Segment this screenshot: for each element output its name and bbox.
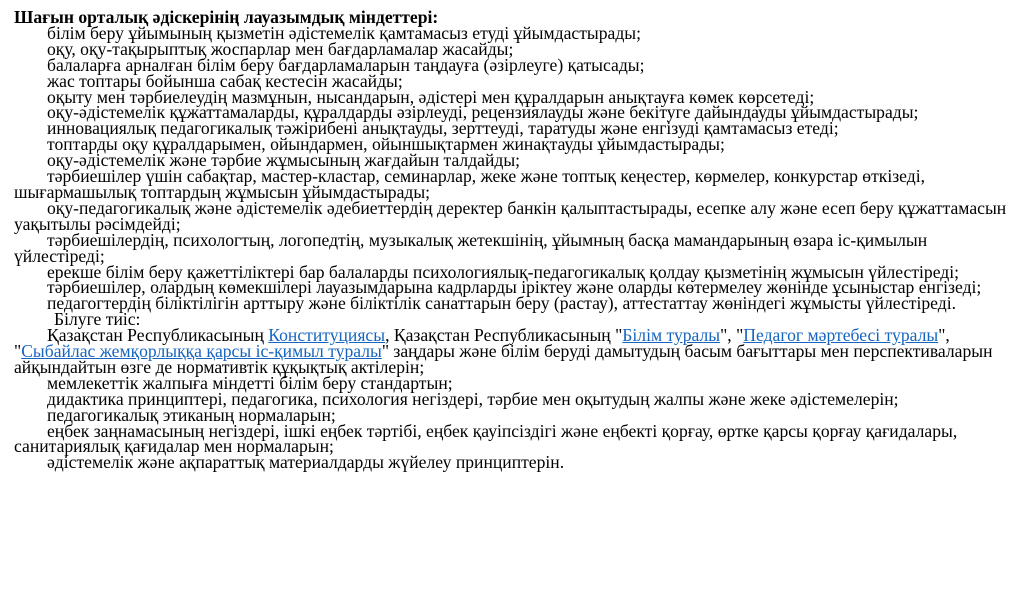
duty-item: тәрбиешілердің, психологтың, логопедтің, музыкалық жетекшінің, ұйымның басқа мамандарының өзара іс-қимылын үйлестіреді; [14,229,928,266]
duty-item: тәрбиешілер, олардың көмекшілері лауазымдарына кадрларды іріктеу және оларды көтермелеу жөнінде ұсыныстар енгізеді; [47,277,982,298]
legal-text: ", " [14,325,950,362]
duty-item: инновациялық педагогикалық тәжірибені анықтауды, зерттеуді, таратуды және енгізуді қамтамасыз етеді; [47,118,839,139]
duty-item: жас топтары бойынша сабақ кестесін жасайды; [47,70,403,91]
anticorruption-law-link[interactable]: Сыбайлас жемқорлыққа қарсы іс-қимыл туралы [21,341,382,362]
teacher-status-law-link[interactable]: Педагог мәртебесі туралы [743,325,939,346]
legal-text: " заңдары және білім беруді дамытудың басым бағыттары мен перспективаларын айқындайтын өзге де нормативтік құқықтық актілерін; [14,341,993,377]
knowledge-item: дидактика принциптері, педагогика, психология негіздері, тәрбие мен оқытудың жалпы және жеке әдістемелерін; [47,388,899,409]
duty-item: ерекше білім беру қажеттіліктері бар балаларды психологиялық-педагогикалық қолдау қызметінің жұмысын үйлестіреді; [47,261,960,282]
knowledge-item: мемлекеттік жалпыға міндетті білім беру стандартын; [47,372,453,393]
knowledge-item: еңбек заңнамасының негіздері, ішкі еңбек тәртібі, еңбек қауіпсіздігі және еңбекті қорғау, өртке қарсы қорғау қағидалары, санитариялық қағидалар мен нормаларын; [14,420,958,457]
section-title: Шағын орталық әдіскерінің лауазымдық міндеттері: [14,7,439,27]
constitution-link[interactable]: Конституциясы [268,325,386,346]
duty-item: топтарды оқу құралдарымен, ойындармен, ойыншықтармен жинақтауды ұйымдастырады; [47,134,725,155]
duty-item: оқу-әдістемелік құжаттамаларды, құралдарды әзірлеуді, рецензиялауды және бекітуге дайындауды ұйымдастырады; [47,102,919,123]
legal-text: , Қазақстан Республикасының " [385,325,623,346]
duty-item: оқу, оқу-тақырыптық жоспарлар мен бағдарламалар жасайды; [47,38,514,59]
knowledge-heading: Білуге тиіс: [54,309,141,330]
duty-item: балаларға арналған білім беру бағдарламаларын таңдауға (әзірлеуге) қатысады; [47,54,645,75]
document [14,7,1010,473]
education-law-link[interactable]: Білім туралы [622,325,721,346]
duty-item: оқыту мен тәрбиелеудің мазмұнын, нысандарын, әдістері мен құралдарын анықтауға көмек көрсетеді; [47,86,815,107]
legal-text: Қазақстан Республикасының [47,325,269,346]
duty-item: оқу-әдістемелік және тәрбие жұмысының жағдайын талдайды; [47,150,521,171]
legal-text: ", " [720,325,744,346]
duty-item: оқу-педагогикалық және әдістемелік әдебиеттердің деректер банкін қалыптастырады, есепке алу және есеп беру құжаттамасын уақытылы рәсімдейді; [14,197,1007,234]
legal-acts-item [14,325,1010,377]
duty-item: білім беру ұйымының қызметін әдістемелік қамтамасыз етуді ұйымдастырады; [47,22,641,43]
knowledge-item: әдістемелік және ақпараттық материалдарды жүйелеу принциптерін. [47,452,565,473]
duty-item: педагогтердің біліктілігін арттыру және біліктілік санаттарын беру (растау), аттестаттау жөніндегі жұмысты үйлестіреді. [47,293,956,314]
knowledge-item: педагогикалық этиканың нормаларын; [47,404,336,425]
duty-item: тәрбиешілер үшін сабақтар, мастер-кластар, семинарлар, жеке және топтық кеңестер, көрмелер, конкурстар өткізеді, шығармашылық топтардың жұмысын ұйымдастырады; [14,166,925,202]
